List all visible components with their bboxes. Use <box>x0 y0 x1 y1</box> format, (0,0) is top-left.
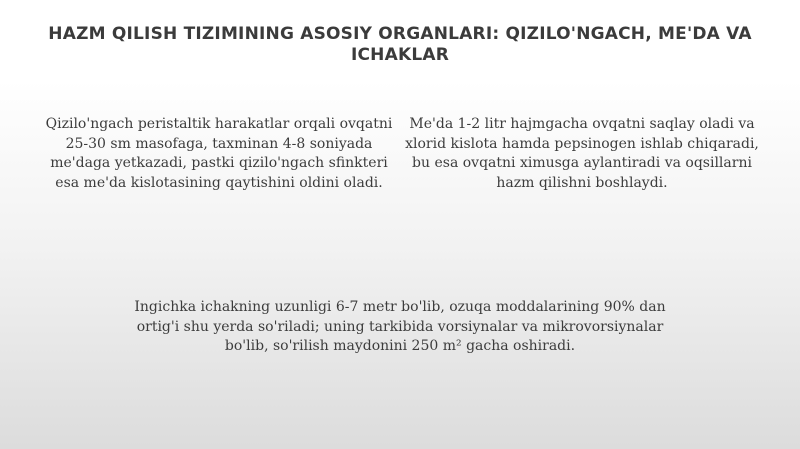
esophagus-paragraph: Qizilo'ngach peristaltik harakatlar orqali ovqatni 25-30 sm masofaga, taxminan 4-8 soniyada me'daga yetkazadi, pastki qizilo'ngach sfinkteri esa me'da kislotasining qaytishini oldini oladi. <box>45 116 393 191</box>
stomach-paragraph: Me'da 1-2 litr hajmgacha ovqatni saqlay oladi va xlorid kislota hamda pepsinogen ishlab chiqaradi, bu esa ovqatni ximusga aylantiradi va oqsillarni hazm qilishni boshlaydi. <box>405 116 759 191</box>
small-intestine-paragraph: Ingichka ichakning uzunligi 6-7 metr bo'lib, ozuqa moddalarining 90% dan ortig'i shu yerda so'riladi; uning tarkibida vorsiynalar va mikrovorsiynalar bo'lib, so'rilish maydonini 250 m² gacha oshiradi. <box>134 299 666 354</box>
slide-title: HAZM QILISH TIZIMINING ASOSIY ORGANLARI: QIZILO'NGACH, ME'DA VA ICHAKLAR <box>48 24 752 65</box>
